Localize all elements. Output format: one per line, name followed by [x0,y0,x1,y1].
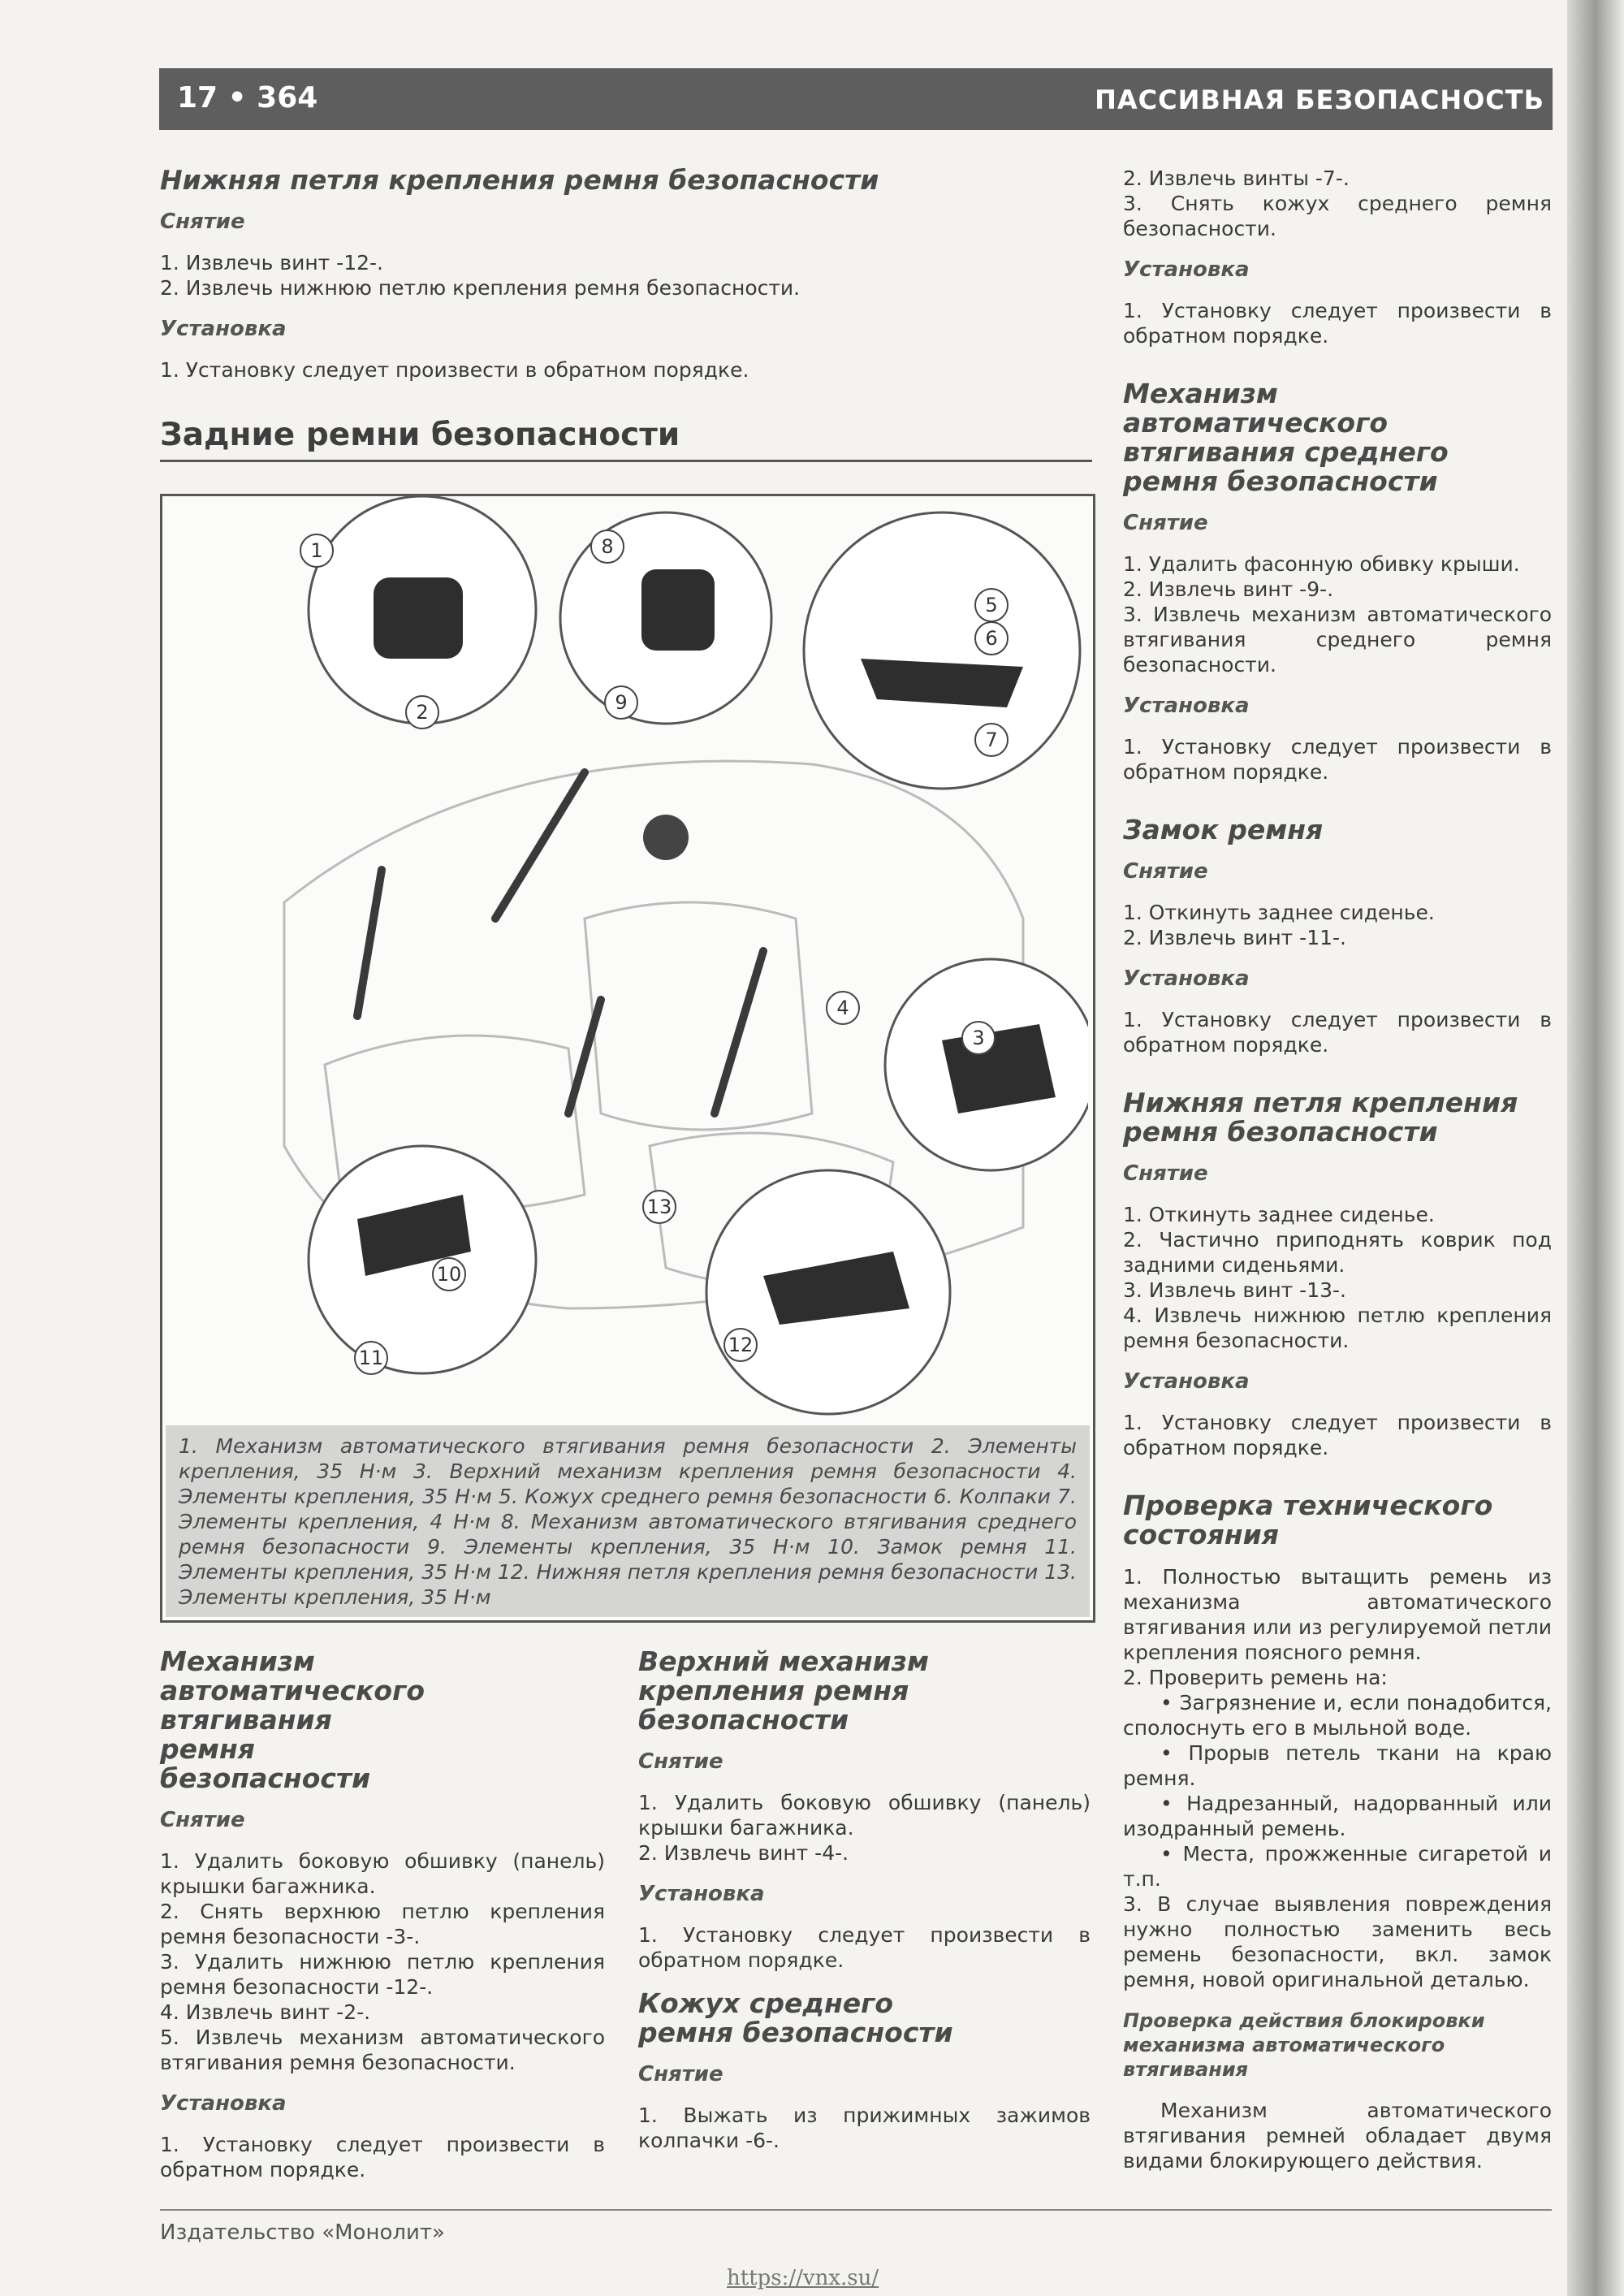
install-label: Установка [1123,694,1250,718]
step: 4. Извлечь нижнюю петлю крепления ремня безопасности. [1123,1304,1552,1352]
removal-label: Снятие [160,210,245,234]
step: 2. Извлечь винт -9-. [1123,577,1334,601]
svg-text:1: 1 [310,539,323,562]
page-edge [1567,0,1624,2296]
step: 3. Извлечь механизм автоматического втягивания среднего ремня безопасности. [1123,603,1552,677]
callout-2 [406,696,438,729]
step: 1. Удалить боковую обшивку (панель) крышки багажника. [638,1791,1091,1840]
step: 1. Установку следует произвести в обратном порядке. [160,358,749,382]
svg-text:2: 2 [416,701,429,724]
step: 2. Извлечь винт -4-. [638,1841,849,1865]
section-heading: Проверка технического состояния [1123,1490,1493,1550]
step: 3. Удалить нижнюю петлю крепления ремня безопасности -12-. [160,1950,605,1999]
belt-right [715,951,763,1113]
section-heading: Механизм автоматического втягивания ремня безопасности [160,1645,425,1794]
section-heading: Замок ремня [1123,814,1324,845]
removal-label: Снятие [638,2062,723,2086]
bullet: • Прорыв петель ткани на краю ремня. [1123,1741,1552,1790]
removal-label: Снятие [1123,859,1208,884]
install-label: Установка [638,1882,765,1906]
section-heading: Механизм автоматического втягивания среднего ремня безопасности [1123,378,1449,497]
step: 1. Установку следует произвести в обратном порядке. [1123,735,1552,784]
step: 1. Установку следует произвести в обратном порядке. [1123,1008,1552,1057]
figure-caption: 1. Механизм автоматического втягивания ремня безопасности 2. Элементы крепления, 35 Н·м 3. Верхний механизм крепления ремня безопасности 4. Элементы крепления, 35 Н·м 5. Кожух среднего ремня безопасности 6. Колпаки 7. Элементы крепления, 4 Н·м 8. Механизм автоматического втягивания среднего ремня безопасности 9. Элементы крепления, 35 Н·м 10. Замок ремня 11. Элементы крепления, 35 Н·м 12. Нижняя петля крепления ремня безопасности 13. Элементы крепления, 35 Н·м [166,1425,1090,1617]
install-label: Установка [1123,966,1250,991]
main-title: Задние ремни безопасности [160,417,1092,462]
svg-text:3: 3 [972,1027,985,1049]
svg-text:4: 4 [836,997,849,1019]
callout-13 [643,1191,676,1223]
svg-text:9: 9 [615,691,628,714]
callout-7 [975,724,1008,756]
bullet: • Надрезанный, надорванный или изодранный ремень. [1123,1792,1552,1840]
svg-text:5: 5 [985,594,998,616]
step: 4. Извлечь винт -2-. [160,2000,371,2024]
callout-3 [962,1022,995,1054]
step: 1. Откинуть заднее сиденье. [1123,1203,1435,1226]
step: 3. В случае выявления повреждения нужно полностью заменить весь ремень безопасности, вкл. замок ремня, новой оригинальной деталью. [1123,1892,1552,1991]
step: 2. Извлечь винт -11-. [1123,926,1346,949]
step: 3. Снять кожух среднего ремня безопасности. [1123,192,1552,240]
page-header [159,68,1553,130]
retractor-section [160,1647,605,2182]
step: 1. Установку следует произвести в обратном порядке. [160,2133,605,2181]
step: 1. Удалить фасонную обивку крыши. [1123,552,1520,576]
step: 1. Удалить боковую обшивку (панель) крышки багажника. [160,1849,605,1898]
bullet: • Места, прожженные сигаретой и т.п. [1123,1842,1552,1891]
callout-4 [827,992,859,1024]
step: 1. Установку следует произвести в обратном порядке. [1123,1411,1552,1459]
retractor-part [641,569,715,651]
step: 2. Снять верхнюю петлю крепления ремня безопасности -3-. [160,1900,605,1948]
bullet: • Загрязнение и, если понадобится, сполоснуть его в мыльной воде. [1123,1691,1552,1740]
svg-text:6: 6 [985,627,998,650]
install-label: Установка [160,2091,287,2116]
subsection-heading: Проверка действия блокировки механизма автоматического втягивания [1123,2009,1485,2081]
monolit-logo [643,815,689,860]
step: 5. Извлечь механизм автоматического втягивания ремня безопасности. [160,2026,605,2074]
page-number: 17 • 364 [177,81,318,115]
install-label: Установка [160,317,287,341]
footer-divider [160,2209,1552,2211]
section-heading: Верхний механизм крепления ремня безопасности [638,1645,929,1736]
step: 2. Частично приподнять коврик под задними сиденьями. [1123,1228,1552,1277]
step: 1. Выжать из прижимных зажимов колпачки -6-. [638,2104,1091,2152]
svg-text:11: 11 [358,1347,384,1369]
step: 2. Извлечь винты -7-. [1123,166,1350,190]
belt-left [357,870,382,1016]
section-title: ПАССИВНАЯ БЕЗОПАСНОСТЬ [1095,84,1544,115]
step: 3. Извлечь винт -13-. [1123,1278,1346,1302]
removal-label: Снятие [638,1749,723,1774]
publisher: Издательство «Монолит» [160,2220,445,2245]
callout-12 [724,1329,757,1361]
callout-6 [975,622,1008,655]
install-label: Установка [1123,257,1250,282]
step: 1. Установку следует произвести в обратном порядке. [638,1923,1091,1972]
step: 1. Извлечь винт -12-. [160,251,383,275]
seat-middle [585,902,812,1130]
step: 2. Извлечь нижнюю петлю крепления ремня безопасности. [160,276,801,300]
step: 1. Откинуть заднее сиденье. [1123,901,1435,924]
source-url[interactable]: https://vnx.su/ [727,2266,879,2290]
callout-5 [975,589,1008,621]
anchor-part [942,1024,1056,1113]
section-heading: Нижняя петля крепления ремня безопасности [160,164,879,196]
seatbelt-diagram [162,496,1088,1422]
retractor-part [374,577,463,659]
callout-8 [591,530,624,563]
install-label: Установка [1123,1369,1250,1394]
callout-9 [605,686,637,719]
right-column [1123,166,1552,2173]
svg-text:12: 12 [728,1334,754,1356]
callout-11 [355,1342,387,1374]
top-left-section [160,166,1092,462]
svg-text:13: 13 [646,1196,672,1218]
removal-label: Снятие [160,1808,245,1832]
svg-text:7: 7 [985,729,998,751]
upper-anchor-section [638,1647,1091,2153]
step: 1. Полностью вытащить ремень из механизма автоматического втягивания или из регулируемой петли крепления поясного ремня. [1123,1565,1552,1664]
svg-text:8: 8 [601,535,614,558]
detail-circle [804,512,1080,789]
callout-1 [300,534,333,567]
callout-10 [433,1258,465,1291]
step: 1. Установку следует произвести в обратном порядке. [1123,299,1552,348]
paragraph: Механизм автоматического втягивания ремней обладает двумя видами блокирующего действия. [1123,2099,1552,2173]
removal-label: Снятие [1123,1161,1208,1186]
step: 2. Проверить ремень на: [1123,1666,1388,1689]
removal-label: Снятие [1123,511,1208,535]
section-heading: Кожух среднего ремня безопасности [638,1987,953,2048]
diagram-figure [160,494,1095,1623]
section-heading: Нижняя петля крепления ремня безопасности [1123,1087,1518,1148]
svg-text:10: 10 [436,1263,462,1286]
belt-middle-upper [495,772,585,919]
